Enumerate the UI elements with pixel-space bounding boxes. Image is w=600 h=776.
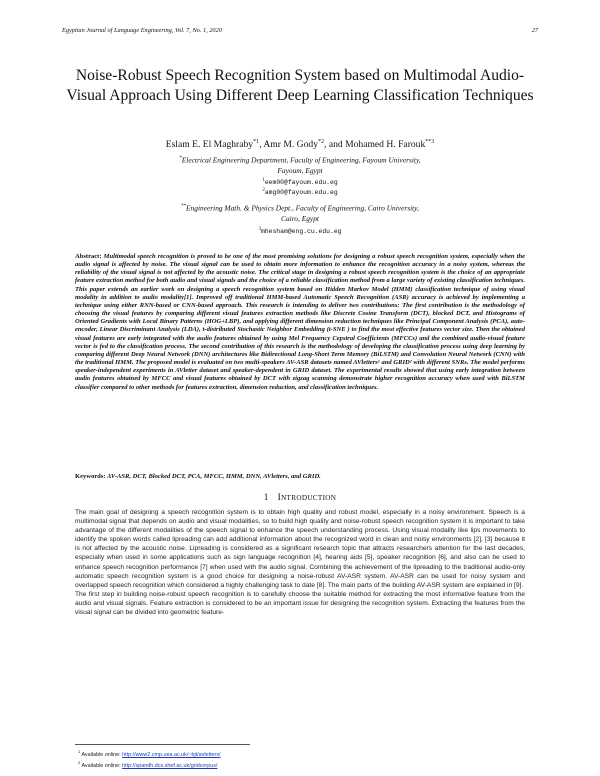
- author-name: Mohamed H. Farouk: [345, 139, 426, 151]
- affiliation-line: Engineering Math. & Physics Dept., Faculty of Engineering, Cairo University,: [186, 203, 419, 213]
- email-address[interactable]: amg00@fayoum.edu.eg: [264, 189, 338, 197]
- affiliation-line: Electrical Engineering Department, Faculty of Engineering, Fayoum University,: [181, 155, 421, 165]
- footnote-prefix: Available online:: [81, 751, 123, 758]
- affiliation-mark: *: [179, 156, 182, 161]
- email-mark: 2: [262, 188, 265, 193]
- keywords-label: Keywords:: [75, 473, 106, 480]
- affiliation-mark: **: [181, 204, 187, 209]
- section-title-initial: I: [277, 493, 282, 503]
- email-3[interactable]: [90, 225, 510, 236]
- footnote-2: [78, 759, 221, 770]
- author-mark: **3: [425, 139, 435, 145]
- footnote-divider: [75, 744, 250, 745]
- footnote-1: [78, 748, 221, 759]
- abstract-label: Abstract:: [75, 253, 102, 260]
- page-number: 27: [531, 27, 538, 34]
- keywords-text: AV-ASR, DCT, Blocked DCT, PCA, MFCC, HMM, DNN, AVletters, and GRID.: [106, 473, 321, 480]
- affiliation-1: [90, 154, 510, 176]
- affiliation-line: Cairo, Egypt: [281, 213, 319, 223]
- section-heading-introduction: [0, 492, 600, 503]
- author-list: [60, 139, 540, 150]
- author-mark: *2: [318, 139, 325, 145]
- abstract-text: Multimodal speech recognition is proved to be one of the most promising solutions for designing a robust speech recognition system, especially when the audio signal is affected by noise. The visual signal can be used to obtain more information to enhance the recognition accuracy in a noisy system, whereas the reliability of the visual signal is not affected by the acoustic noise. The critical stage in designing a robust speech recognition system is the choice of an appropriate feature extraction method for both audio and visual signals and the choice of a reliable classification method from a large variety of existing classification techniques. This paper extends an earlier work on designing a speech recognition system based on Hidden Markov Model (HMM) classification technique of using visual modality in addition to audio modality[1]. Improved off traditional HMM-based Automatic Speech Recognition (ASR) accuracy is achieved by implementing a technique using either RNN-based or CNN-based approach. This research is intending to deliver two contributions: The first contribution is the methodology of choosing the visual features by comparing different visual features extraction methods like Discrete Cosine Transform (DCT), blocked DCT, and Histograms of Oriented Gradients with Local Binary Patterns (HOG+LBP), and applying different dimension reduction techniques like Principal Component Analysis (PCA), auto-encoder, Linear Discriminant Analysis (LDA), t-distributed Stochastic Neighbor Embedding (t-SNE ) to find the most effective features vector size. Then the obtained visual features are early integrated with the audio features obtained by using Mel Frequency Cepstral Coefficients (MFCCs) and the combined audio-visual feature vector is fed to the classification process. The second contribution of this research is the methodology of developing the classification process using deep learning by comparing different Deep Neural Network (DNN) architectures like Bidirectional Long-Short Term Memory (BiLSTM) and Convolution Neural Network (CNN) with the traditional HMM. The proposed model is evaluated on two multi-speakers AV-ASR datasets named AVletters¹ and GRID² with different SNRs. The model performs speaker-independent experiments in AVletter dataset and speaker-dependent in GRID dataset. The experimental results showed that using early integration between audio features obtained by MFCC and visual features obtained by DCT with zigzag scanning demonstrate higher recognition accuracy when used with BiLSTM classifier compared to other methods for features extraction, dimension reduction, and classification techniques.: [75, 253, 525, 391]
- journal-reference: Egyptian Journal of Language Engineering, Vol. 7, No. 1, 2020: [62, 27, 222, 34]
- author-name: Eslam E. El Maghraby: [165, 139, 254, 151]
- email-mark: 3: [258, 227, 261, 232]
- footnote-link[interactable]: http://spandh.dcs.shef.ac.uk/gridcorpus/: [122, 763, 218, 770]
- keywords: [75, 473, 525, 480]
- footnote-mark: 2: [78, 760, 81, 766]
- footnote-prefix: Available online:: [81, 763, 123, 770]
- email-address[interactable]: eem00@fayoum.edu.eg: [264, 179, 338, 187]
- footnote-mark: 1: [78, 749, 81, 754]
- author-mark: *1: [253, 139, 260, 145]
- author-name: Amr M. Gody: [263, 139, 319, 151]
- body-paragraph: The first step in building noise-robust speech recognition is to carefully choose the suitable method for extracting the most informative feature from the audio and visual signals. Feature extraction is considered to be an important issue for designing the recognition system. Extracting the features from the visual signal can be divided into geometric feature-: [75, 590, 525, 617]
- email-2[interactable]: [90, 186, 510, 197]
- running-header: [62, 27, 538, 34]
- introduction-body: [75, 508, 525, 617]
- footnote-link[interactable]: http://www2.cmp.uea.ac.uk/~bjt/avletters/: [122, 751, 221, 758]
- email-mark: 1: [262, 178, 265, 183]
- footnotes: [78, 748, 221, 771]
- section-title-rest: NTRODUCTION: [281, 494, 337, 502]
- affiliation-2: [90, 202, 510, 224]
- email-address[interactable]: mhesham@eng.cu.edu.eg: [260, 228, 342, 236]
- paper-title: Noise-Robust Speech Recognition System based on Multimodal Audio-Visual Approach Using Different Deep Learning Classification Techniques: [66, 67, 534, 104]
- abstract: [75, 253, 525, 392]
- author-separator: , and: [324, 139, 346, 151]
- affiliation-line: Fayoum, Egypt: [277, 165, 323, 175]
- body-paragraph: The main goal of designing a speech recognition system is to obtain high quality and robust model, especially in a noisy environment. Speech is a multimodal signal that depends on audio and visual modalities, so to build high quality and noise-robust speech recognition system it is important to take advantage of the different modalities of the speech signal to enhance the speech understanding process. Using visual modality like lips movements to identify the spoken words called lipreading can add additional information about the recognized word in clean and noisy environments [2], [3] because it is not affected by the acoustic noise. Lipreading is considered as a significant research topic that attracts researchers attention for the last decades, especially when used in some applications such as sign language recognition [4], hearing aids [5], speaker recognition [6], and also can be used to enhance speech recognition performance [7] when used with the audio signal. Combining the achievement of the lipreading to the traditional audio-only automatic speech recognition system is a good choice for designing a noise-robust AV-ASR system. AV-ASR can be used for noisy system and overlapped speech recognition which considered a highly challenging task to date [8]. The main parts of the building AV-ASR system are explained in [9].: [75, 509, 525, 589]
- author-separator: ,: [259, 139, 264, 151]
- section-number: 1: [263, 492, 269, 502]
